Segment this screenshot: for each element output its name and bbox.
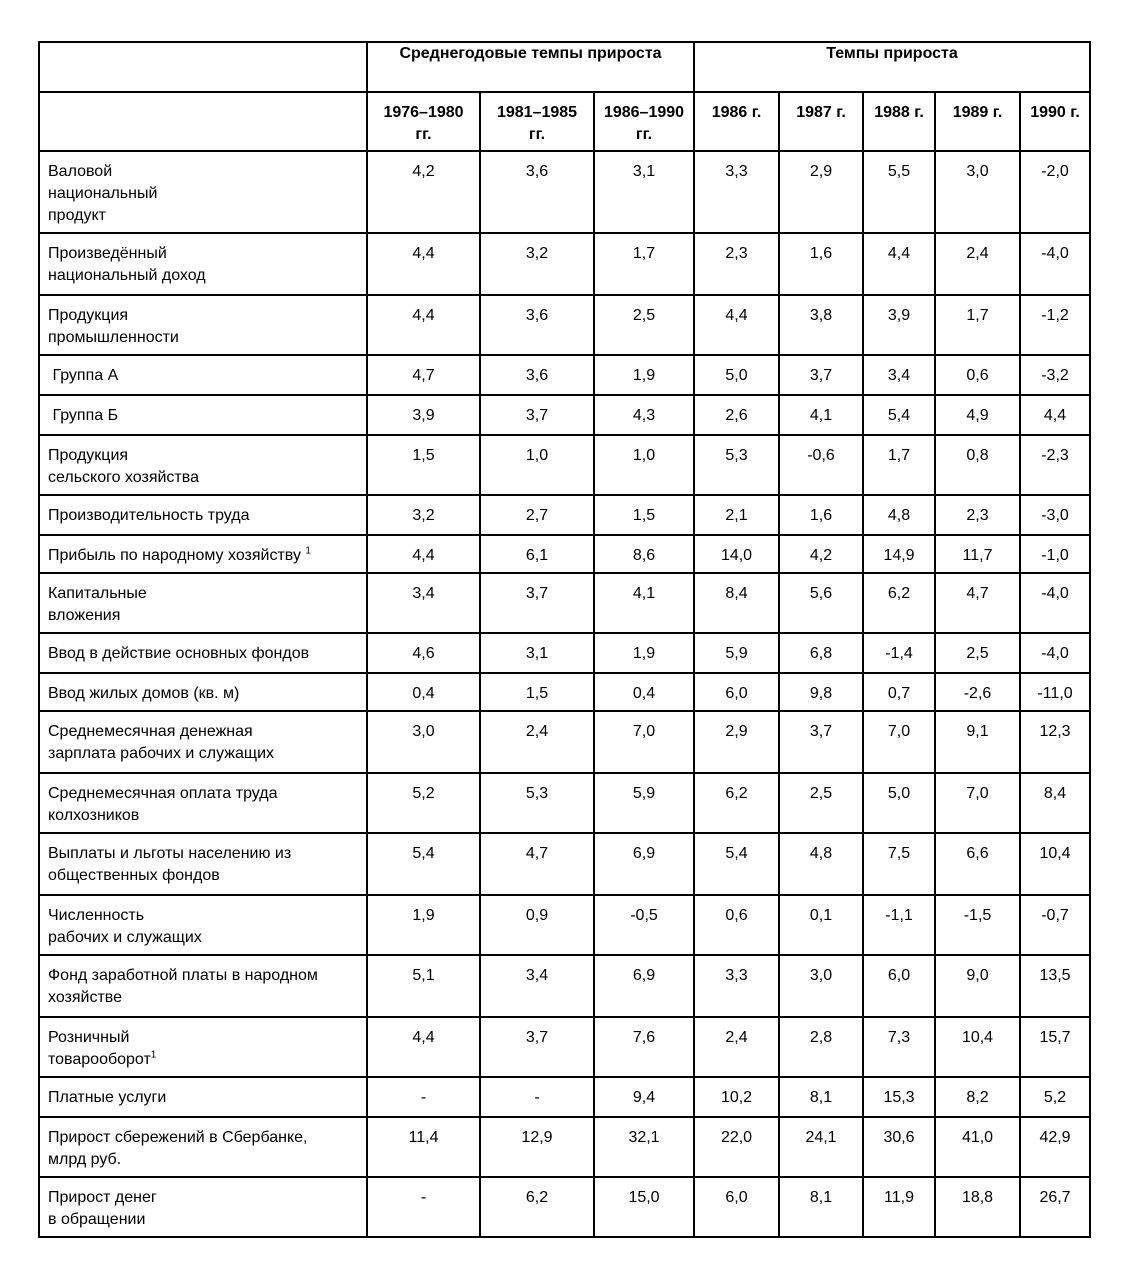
value-cell: 6,1 bbox=[480, 535, 594, 573]
value-cell: 2,4 bbox=[694, 1017, 779, 1077]
value-cell: 7,0 bbox=[863, 711, 935, 773]
table-row bbox=[39, 895, 1090, 955]
value-cell: 5,0 bbox=[863, 773, 935, 833]
value-cell: 4,2 bbox=[367, 151, 480, 233]
value-cell: 2,9 bbox=[779, 151, 863, 233]
header-empty-cell bbox=[39, 92, 367, 151]
row-label-line: Капитальные bbox=[48, 585, 147, 602]
value-cell: 3,7 bbox=[480, 1017, 594, 1077]
row-label-line: продукт bbox=[48, 207, 106, 224]
row-label bbox=[39, 673, 367, 711]
value-cell: -1,5 bbox=[935, 895, 1020, 955]
value-cell: 2,5 bbox=[935, 633, 1020, 673]
value-cell: 3,4 bbox=[480, 955, 594, 1017]
value-cell: 4,4 bbox=[367, 1017, 480, 1077]
row-label-line: Произведённый bbox=[48, 245, 167, 262]
value-cell: 4,1 bbox=[779, 395, 863, 435]
value-cell: 5,5 bbox=[863, 151, 935, 233]
period-header-line1: 1986–1990 bbox=[603, 104, 685, 121]
value-cell: 1,5 bbox=[480, 673, 594, 711]
row-label-line: Прибыль по народному хозяйству bbox=[48, 547, 306, 564]
period-header bbox=[594, 92, 694, 151]
table-row bbox=[39, 395, 1090, 435]
value-cell: 3,3 bbox=[694, 955, 779, 1017]
value-cell: 2,5 bbox=[594, 295, 694, 355]
value-cell: 3,7 bbox=[480, 573, 594, 633]
value-cell: -1,1 bbox=[863, 895, 935, 955]
value-cell: -4,0 bbox=[1020, 633, 1090, 673]
value-cell: 0,1 bbox=[779, 895, 863, 955]
row-label-line: Продукция bbox=[48, 307, 129, 324]
value-cell: 0,6 bbox=[694, 895, 779, 955]
row-label-line: млрд руб. bbox=[48, 1151, 122, 1168]
value-cell: 2,3 bbox=[935, 495, 1020, 535]
row-label-line: Среднемесячная денежная bbox=[48, 723, 253, 740]
value-cell: 6,2 bbox=[694, 773, 779, 833]
table-row bbox=[39, 1177, 1090, 1237]
row-label bbox=[39, 355, 367, 395]
value-cell: 6,8 bbox=[779, 633, 863, 673]
value-cell: - bbox=[480, 1077, 594, 1117]
value-cell: 3,9 bbox=[367, 395, 480, 435]
table-row bbox=[39, 673, 1090, 711]
table-body bbox=[39, 151, 1090, 1237]
value-cell: -2,6 bbox=[935, 673, 1020, 711]
value-cell: 3,4 bbox=[367, 573, 480, 633]
value-cell: 2,4 bbox=[480, 711, 594, 773]
row-label bbox=[39, 1117, 367, 1177]
table-row bbox=[39, 633, 1090, 673]
header-empty-cell bbox=[39, 42, 367, 92]
row-label bbox=[39, 773, 367, 833]
value-cell: 3,6 bbox=[480, 151, 594, 233]
value-cell: -0,5 bbox=[594, 895, 694, 955]
row-label-line: Валовой bbox=[48, 163, 113, 180]
value-cell: - bbox=[367, 1077, 480, 1117]
row-label-line: Платные услуги bbox=[48, 1089, 167, 1106]
value-cell: 8,4 bbox=[1020, 773, 1090, 833]
value-cell: 41,0 bbox=[935, 1117, 1020, 1177]
table-row bbox=[39, 1117, 1090, 1177]
period-header bbox=[779, 92, 863, 151]
table-row bbox=[39, 955, 1090, 1017]
value-cell: -4,0 bbox=[1020, 233, 1090, 295]
period-header-line1: 1989 г. bbox=[952, 104, 1003, 121]
value-cell: 10,4 bbox=[935, 1017, 1020, 1077]
value-cell: 4,2 bbox=[779, 535, 863, 573]
value-cell: 9,1 bbox=[935, 711, 1020, 773]
row-label-line: колхозников bbox=[48, 807, 140, 824]
value-cell: 6,9 bbox=[594, 833, 694, 895]
row-label bbox=[39, 495, 367, 535]
period-header bbox=[935, 92, 1020, 151]
value-cell: 0,9 bbox=[480, 895, 594, 955]
value-cell: 2,1 bbox=[694, 495, 779, 535]
value-cell: 1,5 bbox=[594, 495, 694, 535]
value-cell: 4,4 bbox=[863, 233, 935, 295]
value-cell: 0,7 bbox=[863, 673, 935, 711]
period-header-line2: гг. bbox=[635, 126, 653, 143]
table-row bbox=[39, 495, 1090, 535]
value-cell: 10,4 bbox=[1020, 833, 1090, 895]
value-cell: 24,1 bbox=[779, 1117, 863, 1177]
value-cell: 26,7 bbox=[1020, 1177, 1090, 1237]
value-cell: 9,8 bbox=[779, 673, 863, 711]
table-row bbox=[39, 535, 1090, 573]
row-label-line: Группа А bbox=[48, 367, 119, 384]
value-cell: 1,6 bbox=[779, 233, 863, 295]
value-cell: 22,0 bbox=[694, 1117, 779, 1177]
value-cell: 7,0 bbox=[594, 711, 694, 773]
period-header bbox=[863, 92, 935, 151]
value-cell: 13,5 bbox=[1020, 955, 1090, 1017]
value-cell: 3,2 bbox=[480, 233, 594, 295]
row-label-line: Прирост денег bbox=[48, 1189, 157, 1206]
value-cell: 3,1 bbox=[594, 151, 694, 233]
value-cell: -3,0 bbox=[1020, 495, 1090, 535]
value-cell: 5,9 bbox=[694, 633, 779, 673]
value-cell: 11,9 bbox=[863, 1177, 935, 1237]
value-cell: 5,0 bbox=[694, 355, 779, 395]
row-label bbox=[39, 435, 367, 495]
value-cell: 4,4 bbox=[367, 295, 480, 355]
table-row bbox=[39, 833, 1090, 895]
period-header-line1: 1987 г. bbox=[796, 104, 846, 121]
value-cell: 7,3 bbox=[863, 1017, 935, 1077]
row-label-line: национальный bbox=[48, 185, 158, 202]
value-cell: 11,7 bbox=[935, 535, 1020, 573]
value-cell: 5,1 bbox=[367, 955, 480, 1017]
value-cell: -1,4 bbox=[863, 633, 935, 673]
period-header bbox=[1020, 92, 1090, 151]
value-cell: 7,0 bbox=[935, 773, 1020, 833]
period-header bbox=[694, 92, 779, 151]
value-cell: -3,2 bbox=[1020, 355, 1090, 395]
value-cell: 8,6 bbox=[594, 535, 694, 573]
value-cell: 4,7 bbox=[367, 355, 480, 395]
row-label bbox=[39, 1177, 367, 1237]
period-header bbox=[480, 92, 594, 151]
value-cell: 3,2 bbox=[367, 495, 480, 535]
header-avg-annual-growth: Среднегодовые темпы прироста bbox=[367, 42, 694, 92]
value-cell: 3,9 bbox=[863, 295, 935, 355]
value-cell: 4,4 bbox=[367, 535, 480, 573]
value-cell: 6,2 bbox=[480, 1177, 594, 1237]
table-row bbox=[39, 435, 1090, 495]
period-header-line2: гг. bbox=[415, 126, 432, 143]
value-cell: 5,9 bbox=[594, 773, 694, 833]
value-cell: 8,1 bbox=[779, 1077, 863, 1117]
value-cell: 5,6 bbox=[779, 573, 863, 633]
value-cell: 6,0 bbox=[863, 955, 935, 1017]
value-cell: 3,3 bbox=[694, 151, 779, 233]
value-cell: 15,0 bbox=[594, 1177, 694, 1237]
value-cell: 3,0 bbox=[779, 955, 863, 1017]
value-cell: 32,1 bbox=[594, 1117, 694, 1177]
value-cell: 3,1 bbox=[480, 633, 594, 673]
group-header-row bbox=[39, 42, 1090, 92]
row-label-line: Производительность труда bbox=[48, 507, 250, 524]
value-cell: 2,6 bbox=[694, 395, 779, 435]
row-label bbox=[39, 295, 367, 355]
value-cell: 14,0 bbox=[694, 535, 779, 573]
value-cell: 18,8 bbox=[935, 1177, 1020, 1237]
value-cell: 1,9 bbox=[367, 895, 480, 955]
row-label bbox=[39, 711, 367, 773]
value-cell: 4,4 bbox=[367, 233, 480, 295]
value-cell: 1,0 bbox=[480, 435, 594, 495]
period-header-line1: 1976–1980 bbox=[383, 104, 464, 121]
row-label bbox=[39, 833, 367, 895]
value-cell: 2,5 bbox=[779, 773, 863, 833]
value-cell: 1,7 bbox=[935, 295, 1020, 355]
row-label-line: рабочих и служащих bbox=[48, 929, 202, 946]
row-label bbox=[39, 535, 367, 573]
header-growth-rates: Темпы прироста bbox=[694, 42, 1090, 92]
footnote-marker: 1 bbox=[305, 545, 311, 557]
value-cell: 3,4 bbox=[863, 355, 935, 395]
value-cell: 1,9 bbox=[594, 355, 694, 395]
value-cell: 12,3 bbox=[1020, 711, 1090, 773]
value-cell: 12,9 bbox=[480, 1117, 594, 1177]
value-cell: 0,8 bbox=[935, 435, 1020, 495]
value-cell: 5,2 bbox=[1020, 1077, 1090, 1117]
value-cell: 3,0 bbox=[935, 151, 1020, 233]
value-cell: 4,3 bbox=[594, 395, 694, 435]
value-cell: 2,9 bbox=[694, 711, 779, 773]
value-cell: 5,4 bbox=[367, 833, 480, 895]
value-cell: 1,9 bbox=[594, 633, 694, 673]
period-header-line1: 1988 г. bbox=[874, 104, 924, 121]
row-label-line: Продукция bbox=[48, 447, 129, 464]
row-label-line: зарплата рабочих и служащих bbox=[48, 745, 274, 762]
value-cell: 2,3 bbox=[694, 233, 779, 295]
period-header-line2: гг. bbox=[528, 126, 546, 143]
row-label-line: Фонд заработной платы в народном bbox=[48, 967, 318, 984]
value-cell: 4,4 bbox=[1020, 395, 1090, 435]
value-cell: -0,7 bbox=[1020, 895, 1090, 955]
value-cell: 1,5 bbox=[367, 435, 480, 495]
value-cell: 30,6 bbox=[863, 1117, 935, 1177]
value-cell: 2,8 bbox=[779, 1017, 863, 1077]
row-label bbox=[39, 1017, 367, 1077]
value-cell: 0,6 bbox=[935, 355, 1020, 395]
value-cell: 4,8 bbox=[863, 495, 935, 535]
period-header-line1: 1990 г. bbox=[1030, 104, 1080, 121]
table-row bbox=[39, 1077, 1090, 1117]
value-cell: 15,7 bbox=[1020, 1017, 1090, 1077]
value-cell: 1,7 bbox=[594, 233, 694, 295]
value-cell: 0,4 bbox=[367, 673, 480, 711]
value-cell: 3,8 bbox=[779, 295, 863, 355]
value-cell: 6,0 bbox=[694, 673, 779, 711]
row-label-line: Численность bbox=[48, 907, 145, 924]
row-label-line: хозяйстве bbox=[48, 989, 123, 1006]
value-cell: 5,3 bbox=[694, 435, 779, 495]
table-row bbox=[39, 1017, 1090, 1077]
row-label-line: Ввод в действие основных фондов bbox=[48, 645, 310, 662]
value-cell: 4,7 bbox=[935, 573, 1020, 633]
value-cell: 7,6 bbox=[594, 1017, 694, 1077]
row-label bbox=[39, 151, 367, 233]
row-label bbox=[39, 395, 367, 435]
value-cell: -2,0 bbox=[1020, 151, 1090, 233]
value-cell: 2,7 bbox=[480, 495, 594, 535]
value-cell: 15,3 bbox=[863, 1077, 935, 1117]
table-row bbox=[39, 573, 1090, 633]
table-row bbox=[39, 355, 1090, 395]
statistics-table bbox=[38, 41, 1091, 1238]
table-row bbox=[39, 233, 1090, 295]
value-cell: 5,3 bbox=[480, 773, 594, 833]
value-cell: 6,2 bbox=[863, 573, 935, 633]
row-label-line: Прирост сбережений в Сбербанке, bbox=[48, 1129, 308, 1146]
value-cell: 4,4 bbox=[694, 295, 779, 355]
value-cell: 42,9 bbox=[1020, 1117, 1090, 1177]
value-cell: 8,4 bbox=[694, 573, 779, 633]
table-row bbox=[39, 295, 1090, 355]
table-row bbox=[39, 711, 1090, 773]
value-cell: 1,7 bbox=[863, 435, 935, 495]
value-cell: -0,6 bbox=[779, 435, 863, 495]
value-cell: 5,2 bbox=[367, 773, 480, 833]
table-row bbox=[39, 151, 1090, 233]
value-cell: 4,9 bbox=[935, 395, 1020, 435]
value-cell: 6,0 bbox=[694, 1177, 779, 1237]
value-cell: - bbox=[367, 1177, 480, 1237]
row-label bbox=[39, 233, 367, 295]
value-cell: 3,6 bbox=[480, 295, 594, 355]
row-label-line: в обращении bbox=[48, 1211, 146, 1228]
value-cell: 6,6 bbox=[935, 833, 1020, 895]
row-label-line: Ввод жилых домов (кв. м) bbox=[48, 685, 240, 702]
value-cell: 3,7 bbox=[480, 395, 594, 435]
row-label-line: Розничный bbox=[48, 1029, 130, 1046]
row-label bbox=[39, 895, 367, 955]
row-label-line: Группа Б bbox=[48, 407, 119, 424]
row-label-line: сельского хозяйства bbox=[48, 469, 199, 486]
value-cell: 5,4 bbox=[863, 395, 935, 435]
row-label bbox=[39, 1077, 367, 1117]
value-cell: 3,7 bbox=[779, 355, 863, 395]
footnote-marker: 1 bbox=[150, 1049, 157, 1061]
value-cell: 1,6 bbox=[779, 495, 863, 535]
value-cell: 1,0 bbox=[594, 435, 694, 495]
value-cell: -11,0 bbox=[1020, 673, 1090, 711]
row-label-line: промышленности bbox=[48, 329, 179, 346]
row-label-line: Выплаты и льготы населению из bbox=[48, 845, 292, 862]
value-cell: 3,7 bbox=[779, 711, 863, 773]
row-label-line: вложения bbox=[48, 607, 121, 624]
value-cell: 14,9 bbox=[863, 535, 935, 573]
row-label bbox=[39, 955, 367, 1017]
value-cell: 3,6 bbox=[480, 355, 594, 395]
value-cell: 0,4 bbox=[594, 673, 694, 711]
period-header bbox=[367, 92, 480, 151]
value-cell: -1,2 bbox=[1020, 295, 1090, 355]
value-cell: 3,0 bbox=[367, 711, 480, 773]
value-cell: 10,2 bbox=[694, 1077, 779, 1117]
value-cell: 2,4 bbox=[935, 233, 1020, 295]
value-cell: 8,2 bbox=[935, 1077, 1020, 1117]
value-cell: 6,9 bbox=[594, 955, 694, 1017]
row-label bbox=[39, 633, 367, 673]
value-cell: -1,0 bbox=[1020, 535, 1090, 573]
period-header-row bbox=[39, 92, 1090, 151]
value-cell: 9,4 bbox=[594, 1077, 694, 1117]
row-label-line: общественных фондов bbox=[48, 867, 220, 884]
value-cell: 5,4 bbox=[694, 833, 779, 895]
value-cell: 4,6 bbox=[367, 633, 480, 673]
value-cell: 9,0 bbox=[935, 955, 1020, 1017]
value-cell: 8,1 bbox=[779, 1177, 863, 1237]
row-label-line: Среднемесячная оплата труда bbox=[48, 785, 278, 802]
value-cell: -2,3 bbox=[1020, 435, 1090, 495]
value-cell: 4,8 bbox=[779, 833, 863, 895]
value-cell: 4,7 bbox=[480, 833, 594, 895]
row-label-line: товарооборот bbox=[48, 1051, 151, 1068]
row-label bbox=[39, 573, 367, 633]
table-row bbox=[39, 773, 1090, 833]
row-label-line: национальный доход bbox=[48, 267, 206, 284]
value-cell: 7,5 bbox=[863, 833, 935, 895]
value-cell: 4,1 bbox=[594, 573, 694, 633]
value-cell: -4,0 bbox=[1020, 573, 1090, 633]
period-header-line1: 1981–1985 bbox=[496, 104, 578, 121]
value-cell: 11,4 bbox=[367, 1117, 480, 1177]
period-header-line1: 1986 г. bbox=[711, 104, 762, 121]
